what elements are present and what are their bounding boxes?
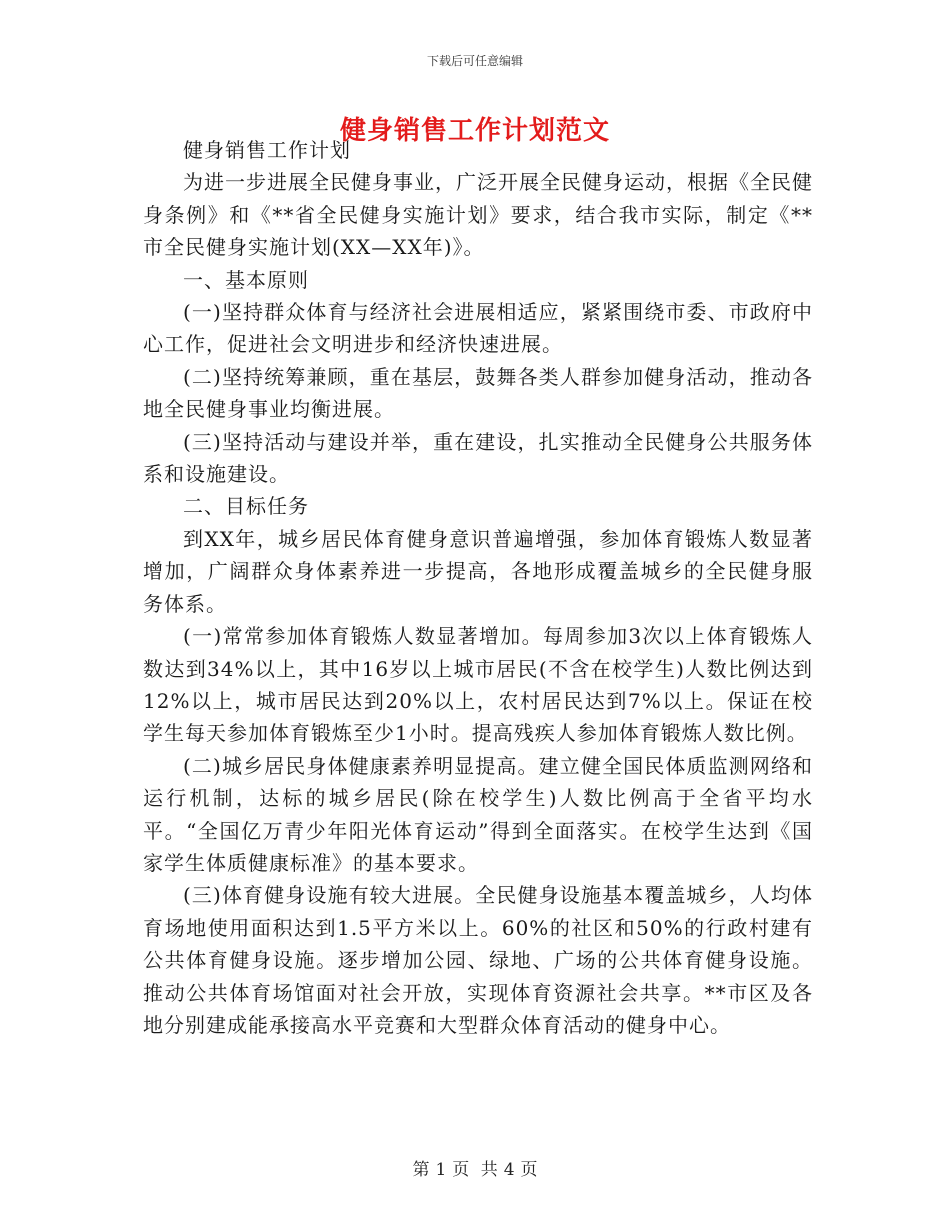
principle-paragraph-1: (一)坚持群众体育与经济社会进展相适应，紧紧围绕市委、市政府中心工作，促进社会文明进步和经济快速进展。 <box>143 300 813 357</box>
page-header: 下载后可任意编辑 <box>426 54 523 68</box>
footer-middle: 页 共 <box>452 1160 498 1180</box>
total-pages: 4 <box>503 1160 515 1180</box>
section-heading-principles: 一、基本原则 <box>183 267 309 292</box>
intro-paragraph: 为进一步进展全民健身事业，广泛开展全民健身运动，根据《全民健身条例》和《**省全民健身实施计划》要求，结合我市实际，制定《**市全民健身实施计划(XX—XX年)》。 <box>143 170 813 260</box>
document-body <box>143 134 813 1041</box>
page-footer <box>0 1155 950 1180</box>
goal-paragraph-2: (二)城乡居民身体健康素养明显提高。建立健全国民体质监测网络和运行机制，达标的城乡居民(除在校学生)人数比例高于全省平均水平。“全国亿万青少年阳光体育运动”得到全面落实。在校学生达到《国家学生体质健康标准》的基本要求。 <box>143 753 813 875</box>
document-title: 健身销售工作计划范文 <box>339 116 610 146</box>
footer-suffix: 页 <box>520 1160 538 1180</box>
goal-paragraph-3: (三)体育健身设施有较大进展。全民健身设施基本覆盖城乡，人均体育场地使用面积达到1.5平方米以上。60%的社区和50%的行政村建有公共体育健身设施。逐步增加公园、绿地、广场的公共体育健身设施。推动公共体育场馆面对社会开放，实现体育资源社会共享。**市区及各地分别建成能承接高水平竞赛和大型群众体育活动的健身中心。 <box>143 883 813 1037</box>
principle-paragraph-3: (三)坚持活动与建设并举，重在建设，扎实推动全民健身公共服务体系和设施建设。 <box>143 429 813 487</box>
goal-paragraph-1: (一)常常参加体育锻炼人数显著增加。每周参加3次以上体育锻炼人数达到34%以上，其中16岁以上城市居民(不含在校学生)人数比例达到12%以上，城市居民达到20%以上，农村居民达到7%以上。保证在校学生每天参加体育锻炼至少1小时。提高残疾人参加体育锻炼人数比例。 <box>143 624 813 746</box>
footer-prefix: 第 <box>412 1160 430 1180</box>
principle-paragraph-2: (二)坚持统筹兼顾，重在基层，鼓舞各类人群参加健身活动，推动各地全民健身事业均衡进展。 <box>143 364 813 422</box>
goals-intro-paragraph: 到XX年，城乡居民体育健身意识普遍增强，参加体育锻炼人数显著增加，广阔群众身体素养进一步提高，各地形成覆盖城乡的全民健身服务体系。 <box>143 526 813 616</box>
page-number: 1 <box>435 1160 447 1180</box>
section-heading-goals: 二、目标任务 <box>183 494 309 519</box>
subtitle-paragraph: 健身销售工作计划 <box>183 138 351 162</box>
